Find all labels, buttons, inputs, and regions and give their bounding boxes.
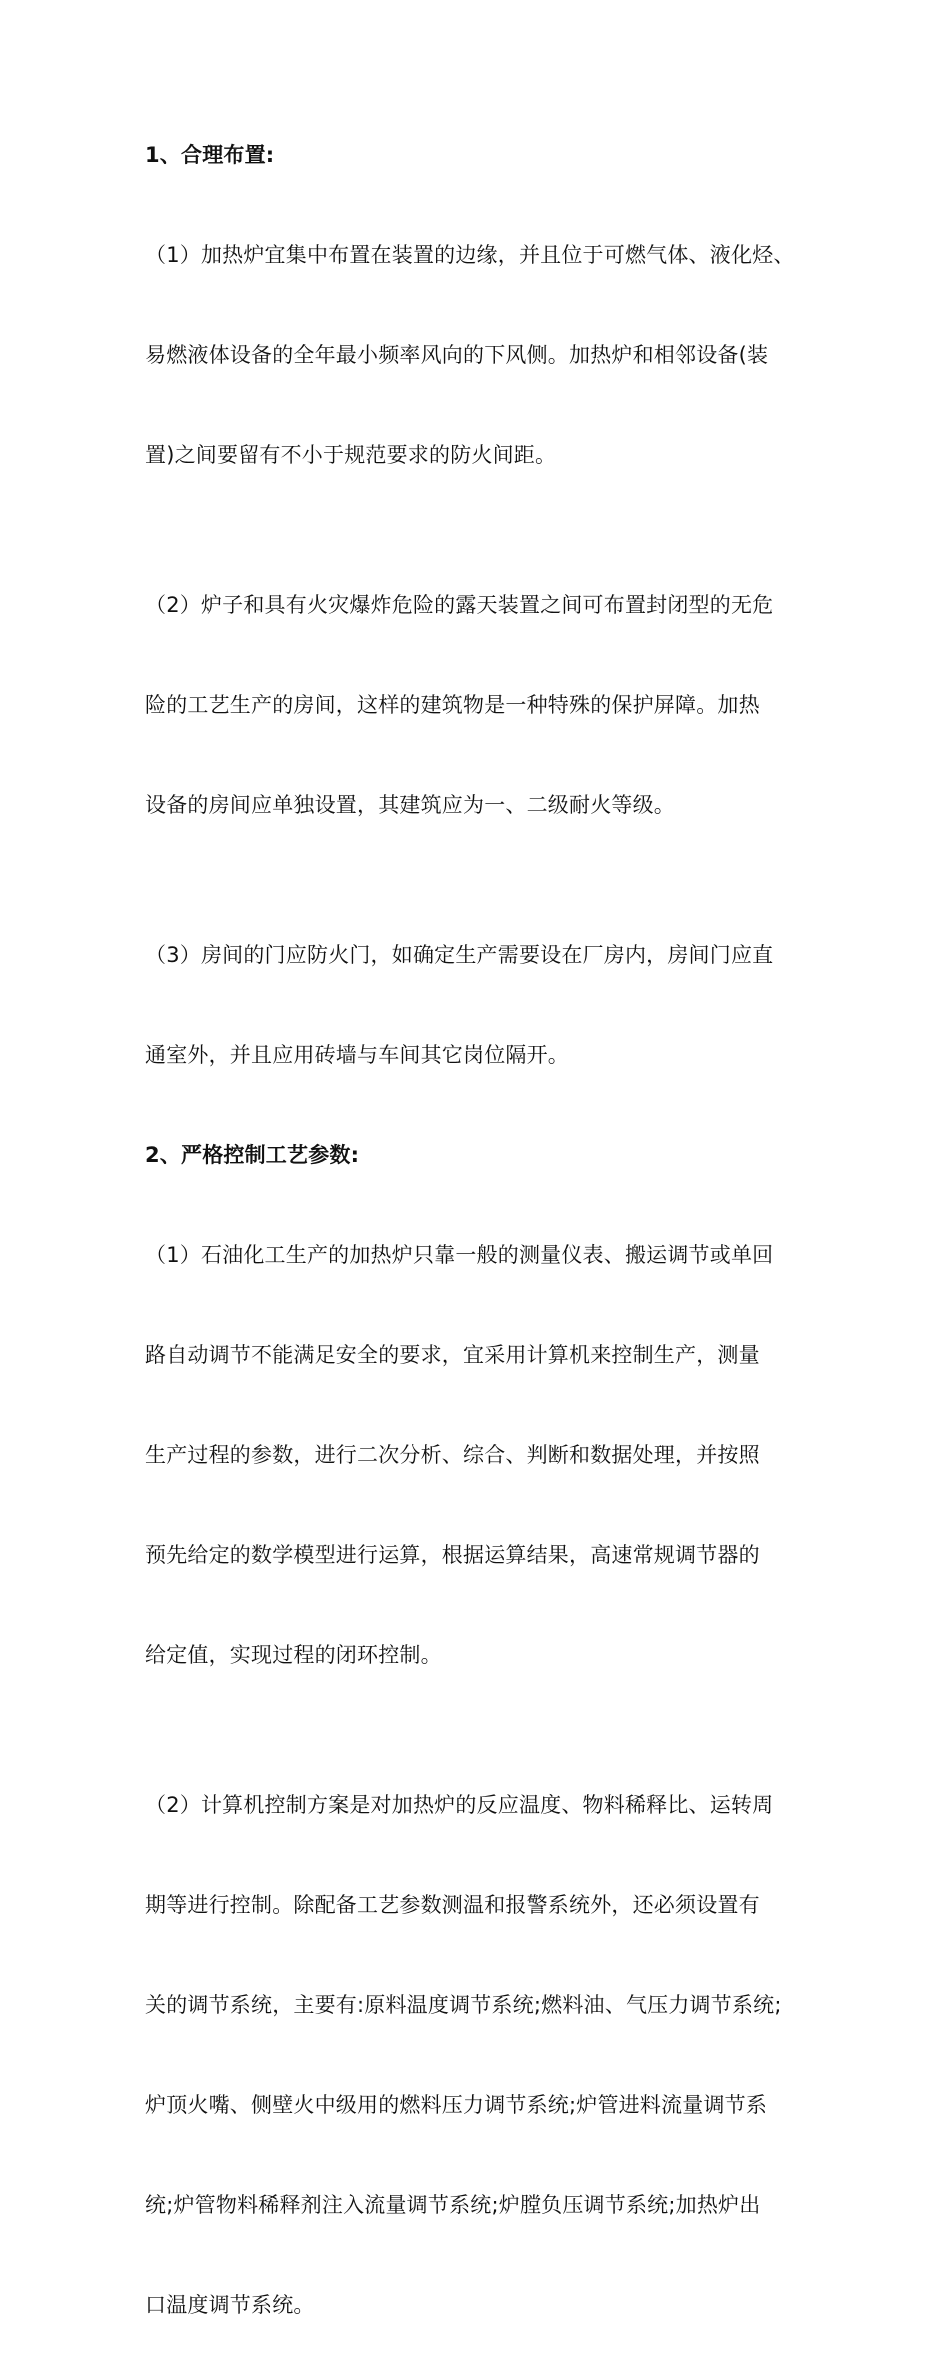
section-2-heading: 2、严格控制工艺参数:	[145, 1143, 360, 1167]
text-line: 设备的房间应单独设置，其建筑应为一、二级耐火等级。	[145, 793, 675, 817]
text-line: （2）炉子和具有火灾爆炸危险的露天装置之间可布置封闭型的无危	[145, 593, 774, 617]
section-2-paragraph-2	[145, 1730, 825, 2380]
section-1-paragraph-3	[145, 880, 825, 1130]
text-line: 路自动调节不能满足安全的要求，宜采用计算机来控制生产，测量	[145, 1343, 760, 1367]
section-1-paragraph-1	[145, 180, 825, 530]
text-line: 预先给定的数学模型进行运算，根据运算结果，高速常规调节器的	[145, 1543, 760, 1567]
text-line: 关的调节系统，主要有:原料温度调节系统;燃料油、气压力调节系统;	[145, 1993, 782, 2017]
section-1-heading: 1、合理布置:	[145, 143, 275, 167]
text-line: （1）石油化工生产的加热炉只靠一般的测量仪表、搬运调节或单回	[145, 1243, 774, 1267]
text-line: 统;炉管物料稀释剂注入流量调节系统;炉膛负压调节系统;加热炉出	[145, 2193, 761, 2217]
text-line: （3）房间的门应防火门，如确定生产需要设在厂房内，房间门应直	[145, 943, 774, 967]
text-line: 生产过程的参数，进行二次分析、综合、判断和数据处理，并按照	[145, 1443, 760, 1467]
text-line: 炉顶火嘴、侧壁火中级用的燃料压力调节系统;炉管进料流量调节系	[145, 2093, 768, 2117]
section-1-paragraph-2	[145, 530, 825, 880]
text-line: （2）计算机控制方案是对加热炉的反应温度、物料稀释比、运转周	[145, 1793, 774, 1817]
text-line: 口温度调节系统。	[145, 2293, 315, 2317]
text-line: 给定值，实现过程的闭环控制。	[145, 1643, 442, 1667]
document-body	[145, 130, 825, 2380]
text-line: 通室外，并且应用砖墙与车间其它岗位隔开。	[145, 1043, 569, 1067]
text-line: 易燃液体设备的全年最小频率风向的下风侧。加热炉和相邻设备(装	[145, 343, 769, 367]
text-line: （1）加热炉宜集中布置在装置的边缘，并且位于可燃气体、液化烃、	[145, 243, 795, 267]
text-line: 险的工艺生产的房间，这样的建筑物是一种特殊的保护屏障。加热	[145, 693, 760, 717]
text-line: 置)之间要留有不小于规范要求的防火间距。	[145, 443, 557, 467]
section-2-paragraph-1	[145, 1180, 825, 1730]
text-line: 期等进行控制。除配备工艺参数测温和报警系统外，还必须设置有	[145, 1893, 760, 1917]
